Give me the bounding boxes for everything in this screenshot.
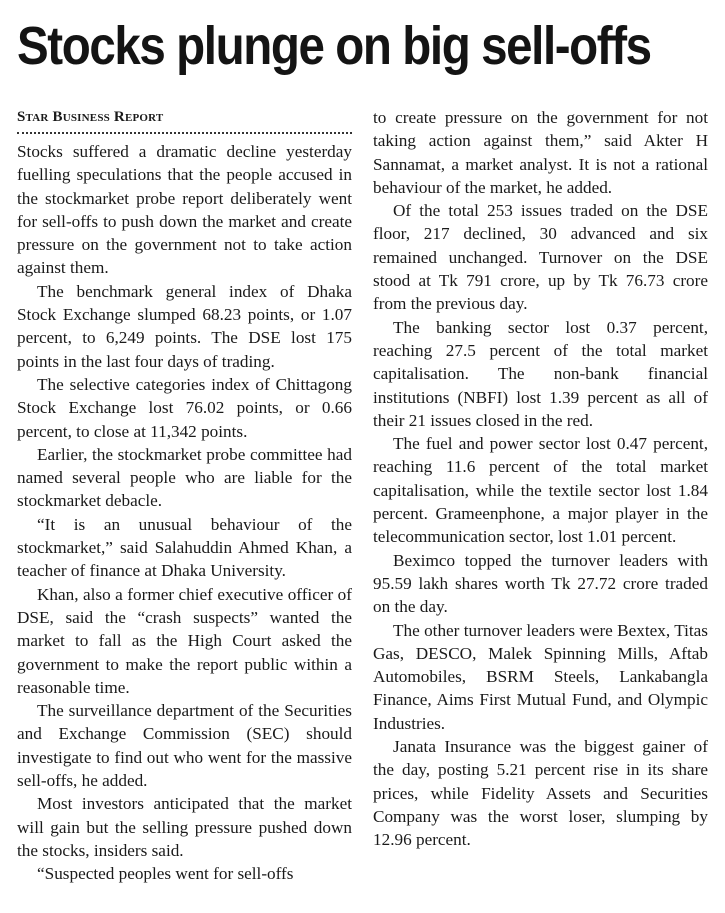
paragraph: The benchmark general index of Dhaka Stock Exchange slumped 68.23 points, or 1.07 percent, to 6,249 points. The DSE lost 175 points in the last four days of trading. [17, 281, 352, 371]
paragraph: “Suspected peoples went for sell-offs [37, 864, 294, 884]
paragraph: Stocks suffered a dramatic decline yesterday fuelling speculations that the people accused in the stockmarket probe report deliberately went for sell-offs to push down the market and create pressure on the government not to take action against them. [17, 142, 352, 278]
right-column [373, 106, 708, 852]
paragraph: Most investors anticipated that the market will gain but the selling pressure pushed down the stocks, insiders said. [17, 794, 352, 860]
left-column [17, 106, 352, 886]
paragraph: Of the total 253 issues traded on the DSE floor, 217 declined, 30 advanced and six remained unchanged. Turnover on the DSE stood at Tk 791 crore, up by Tk 76.73 crore from the previous day. [373, 201, 708, 314]
paragraph: Beximco topped the turnover leaders with 95.59 lakh shares worth Tk 27.72 crore traded on the day. [373, 550, 708, 617]
byline: Star Business Report [17, 109, 164, 125]
byline-divider [17, 132, 352, 134]
headline: Stocks plunge on big sell-offs [17, 16, 651, 76]
paragraph: “It is an unusual behaviour of the stockmarket,” said Salahuddin Ahmed Khan, a teacher of finance at Dhaka University. [17, 514, 352, 581]
paragraph: The other turnover leaders were Bextex, Titas Gas, DESCO, Malek Spinning Mills, Aftab Automobiles, BSRM Steels, Lankabangla Finance, Aims First Mutual Fund, and Olympic Industries. [373, 620, 708, 733]
paragraph: to create pressure on the government for not taking action against them,” said Akter H Sannamat, a market analyst. It is not a rational behaviour of the market, he added. [373, 108, 708, 197]
paragraph: The surveillance department of the Securities and Exchange Commission (SEC) should investigate to find out who went for the massive sell-offs, he added. [17, 701, 352, 791]
paragraph: The fuel and power sector lost 0.47 percent, reaching 11.6 percent of the total market capitalisation, while the textile sector lost 1.84 percent. Grameenphone, a major player in the telecommunication sector, lost 1.01 percent. [373, 434, 708, 547]
paragraph: The banking sector lost 0.37 percent, reaching 27.5 percent of the total market capitalisation. The non-bank financial institutions (NBFI) lost 1.39 percent as all of their 21 issues closed in the red. [373, 317, 708, 430]
paragraph: The selective categories index of Chittagong Stock Exchange lost 76.02 points, or 0.66 percent, to close at 11,342 points. [17, 374, 352, 441]
paragraph: Janata Insurance was the biggest gainer of the day, posting 5.21 percent rise in its share prices, while Fidelity Assets and Securities Company was the worst loser, slumping by 12.96 percent. [373, 737, 708, 850]
paragraph: Khan, also a former chief executive officer of DSE, said the “crash suspects” wanted the market to fall as the High Court asked the government to make the report public within a reasonable time. [17, 584, 352, 697]
paragraph: Earlier, the stockmarket probe committee had named several people who are liable for the stockmarket debacle. [17, 444, 352, 511]
